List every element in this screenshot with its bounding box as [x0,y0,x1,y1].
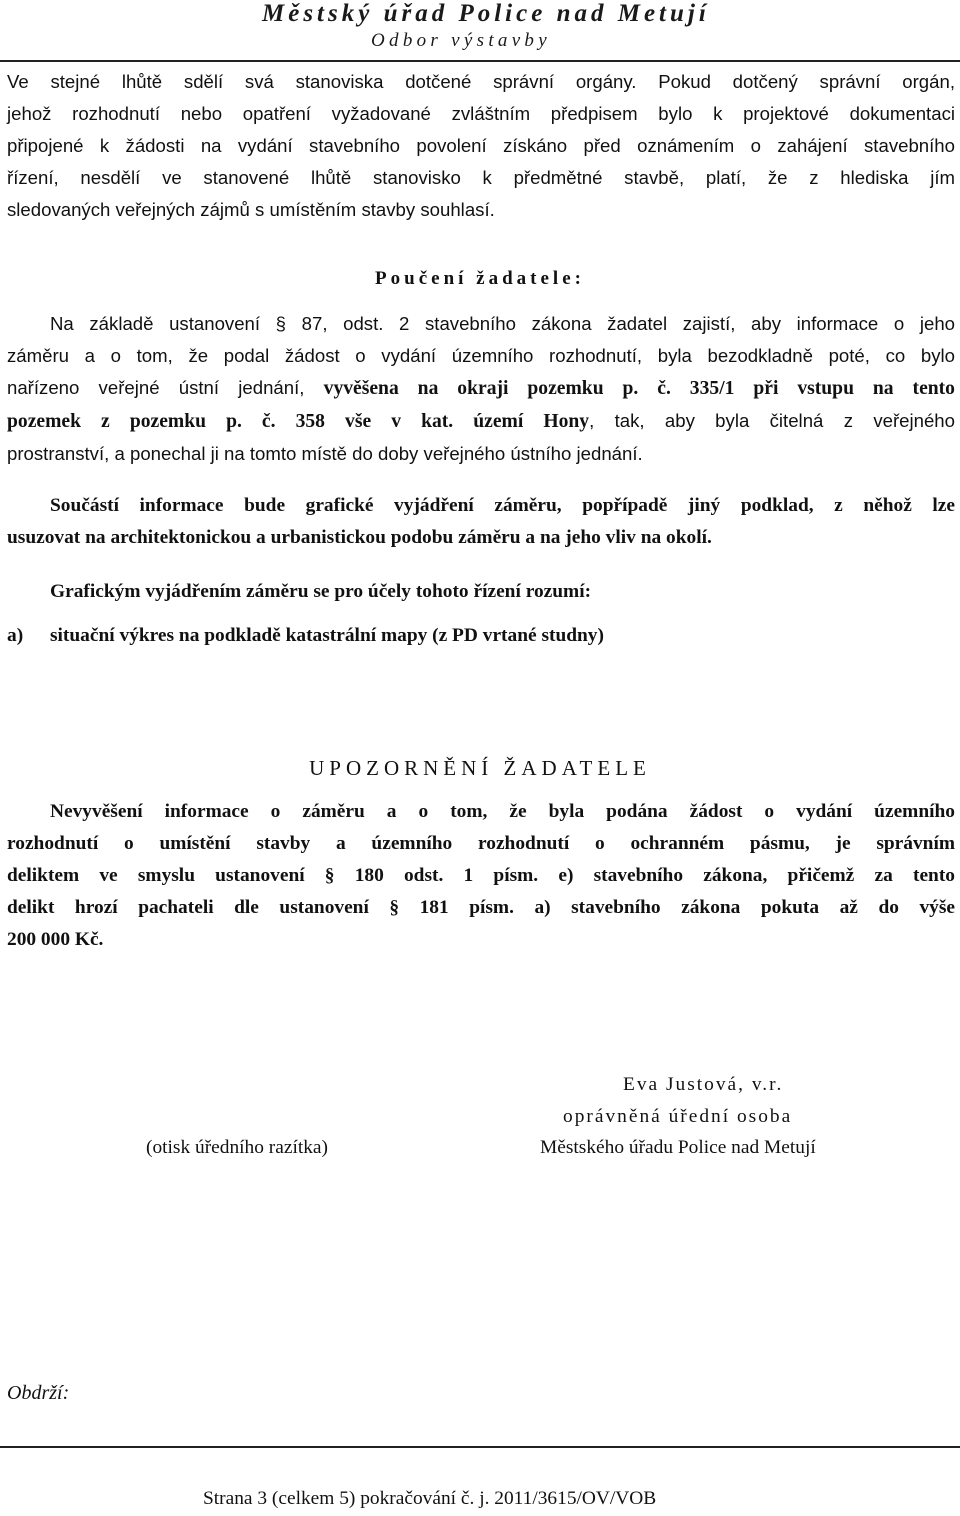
text-line: sledovaných veřejných zájmů s umístěním stavby souhlasí. [7,199,495,220]
paragraph-warning [7,796,955,956]
text-line: 200 000 Kč. [7,929,104,950]
warning-heading: UPOZORNĚNÍ ŽADATELE [309,756,651,780]
text-plain: nařízeno veřejné ústní jednání, [7,377,324,398]
paragraph-graphic-part [7,490,955,554]
text-line: Na základě ustanovení § 87, odst. 2 stavebního zákona žadatel zajistí, aby informace o jeho [50,313,955,334]
text-line: Nevyvěšení informace o záměru a o tom, že byla podána žádost o vydání územního [50,801,955,822]
paragraph-instruction [7,308,955,470]
text-line: rozhodnutí o umístění stavby a územního rozhodnutí o ochranném pásmu, je správním [7,833,955,854]
text-line: Součástí informace bude grafické vyjádření záměru, popřípadě jiný podklad, z něhož lze [50,495,955,516]
department-title: Odbor výstavby [371,30,551,51]
text-line: delikt hrozí pachateli dle ustanovení § 181 písm. a) stavebního zákona pokuta až do výše [7,897,955,918]
footer-divider [0,1446,960,1448]
text-line: usuzovat na architektonickou a urbanistickou podobu záměru a na jeho vliv na okolí. [7,527,712,548]
signatory-role: oprávněná úřední osoba [563,1106,793,1127]
text-line: prostranství, a ponechal ji na tomto místě do doby veřejného ústního jednání. [7,443,643,464]
text-plain: , tak, aby byla čitelná z veřejného [589,410,955,431]
text-line: deliktem ve smyslu ustanovení § 180 odst. 1 písm. e) stavebního zákona, přičemž za tento [7,865,955,886]
text-line: řízení, nesdělí ve stanovené lhůtě stanovisko k předmětné stavbě, platí, že z hlediska jím [7,167,955,188]
signatory-office: Městského úřadu Police nad Metují [540,1137,816,1158]
stamp-placeholder: (otisk úředního razítka) [146,1137,328,1158]
recipients-label: Obdrží: [7,1382,70,1404]
text-line [7,405,955,438]
office-title: Městský úřad Police nad Metují [262,0,710,27]
text-line: Ve stejné lhůtě sdělí svá stanoviska dotčené správní orgány. Pokud dotčený správní orgán, [7,71,955,92]
paragraph-opinions [7,66,955,226]
graphic-heading: Grafickým vyjádřením záměru se pro účely tohoto řízení rozumí: [50,581,592,602]
text-line [7,372,955,405]
page-footer: Strana 3 (celkem 5) pokračování č. j. 2011/3615/OV/VOB [203,1488,657,1509]
list-item: situační výkres na podkladě katastrální mapy (z PD vrtané studny) [50,625,604,646]
signatory-name: Eva Justová, v.r. [623,1074,784,1095]
header-divider [0,60,960,62]
text-bold: pozemek z pozemku p. č. 358 vše v kat. území Hony [7,411,590,432]
text-bold: vyvěšena na okraji pozemku p. č. 335/1 při vstupu na tento [323,378,955,399]
text-line: připojené k žádosti na vydání stavebního povolení získáno před oznámením o zahájení stavebního [7,135,955,156]
instruction-heading: Poučení žadatele: [375,268,585,289]
text-line: záměru a o tom, že podal žádost o vydání územního rozhodnutí, byla bezodkladně poté, co bylo [7,345,955,366]
list-marker: a) [7,625,24,646]
text-line: jehož rozhodnutí nebo opatření vyžadované zvláštním předpisem bylo k projektové dokumentaci [7,103,955,124]
